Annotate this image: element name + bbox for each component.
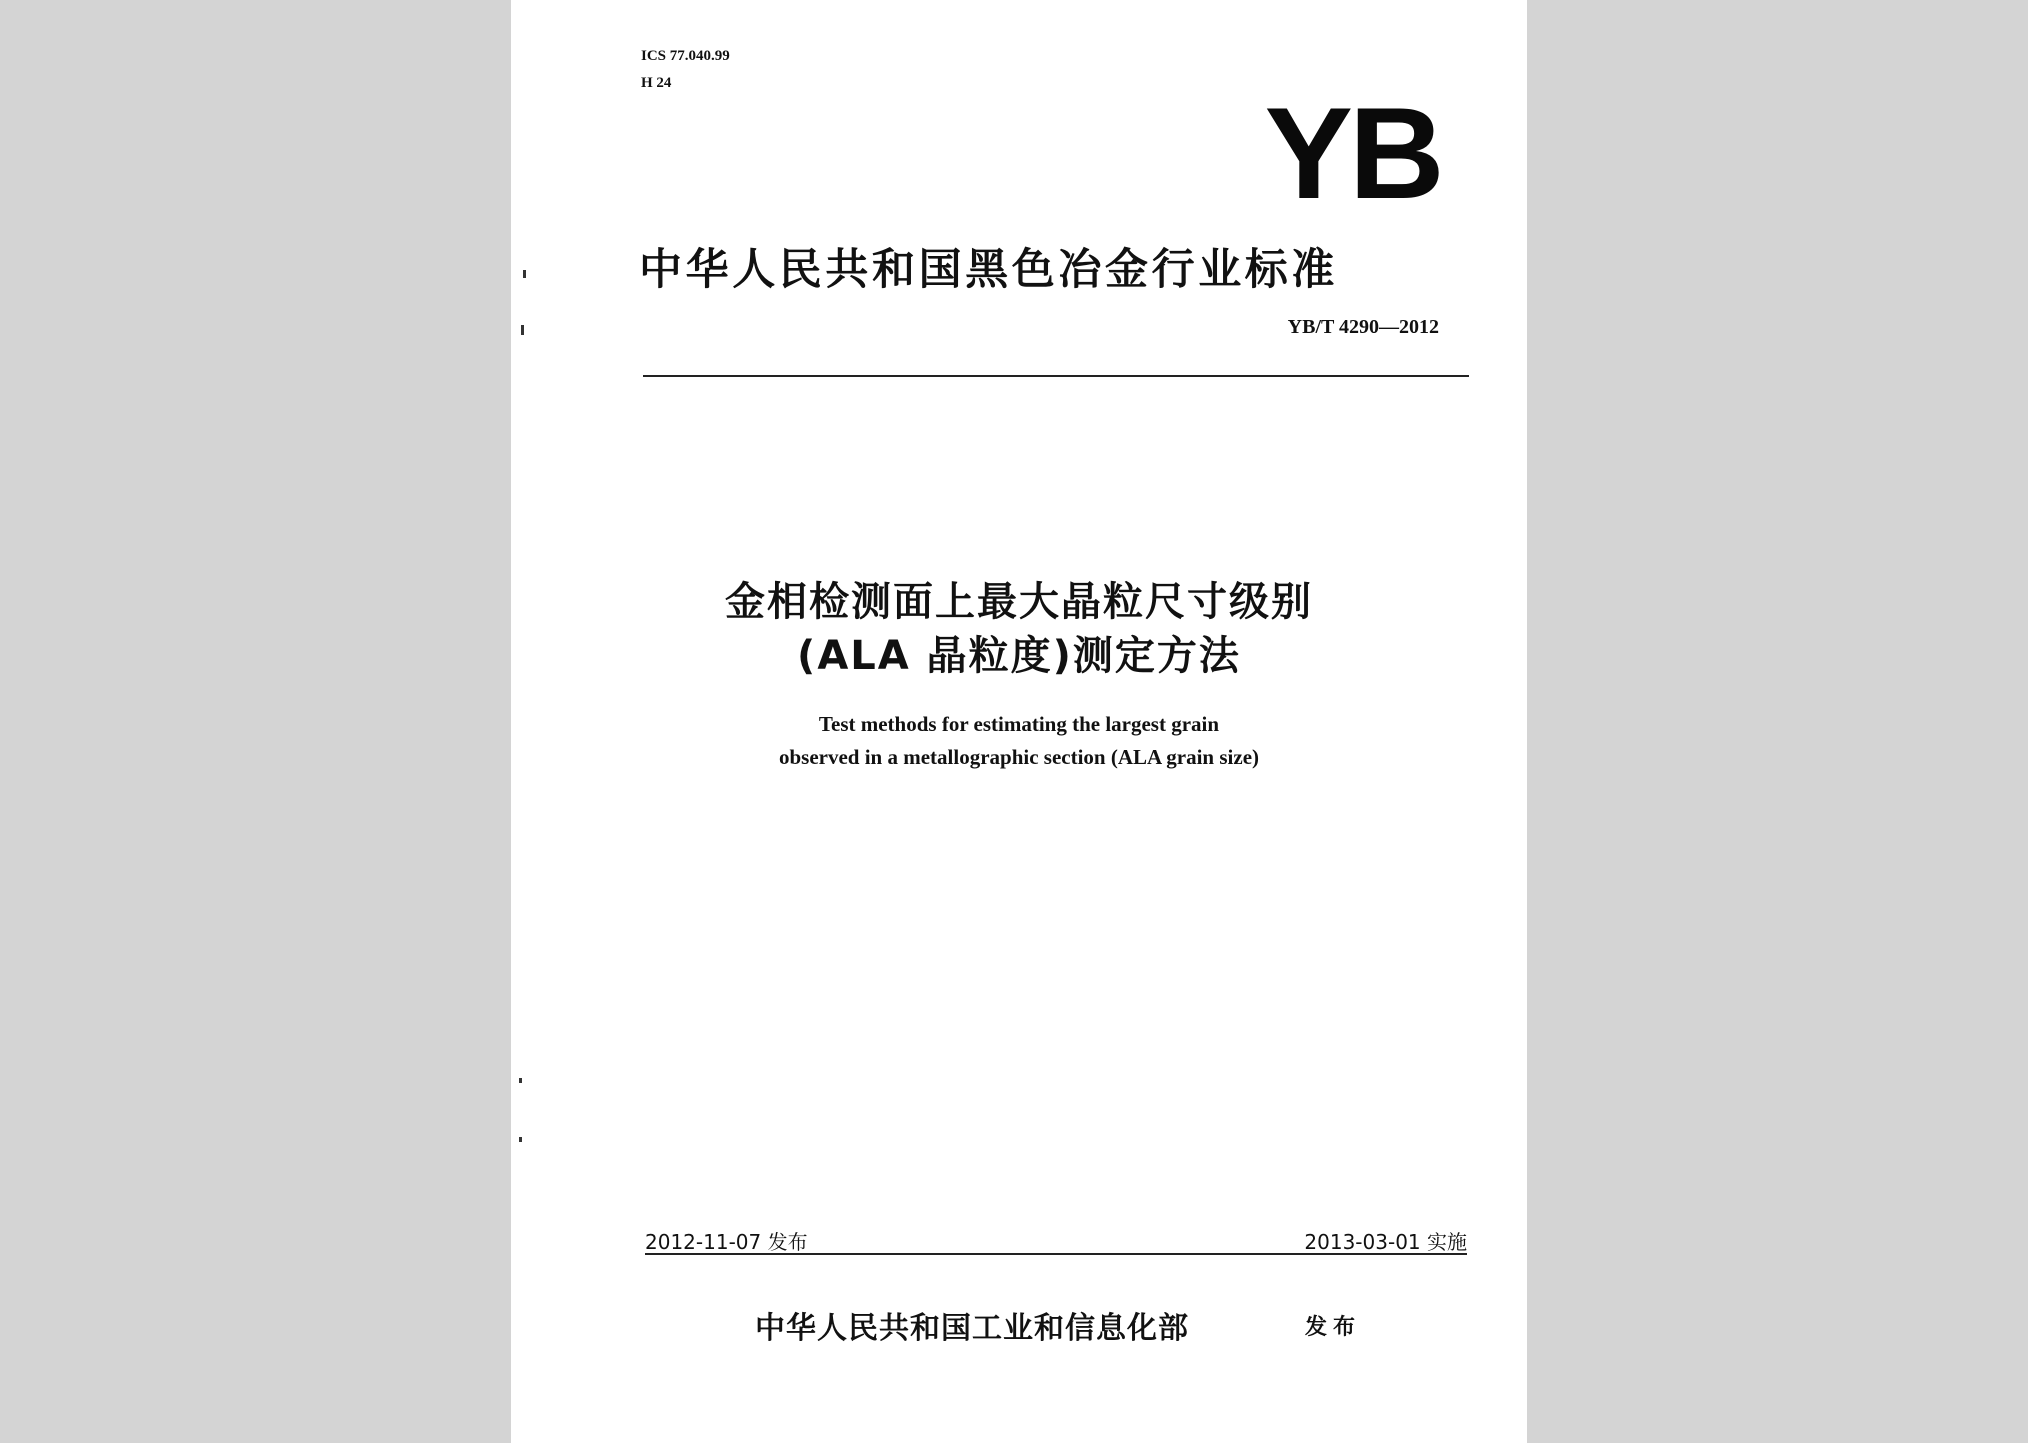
yb-logo: YB [1264,80,1441,226]
issue-date: 2012-11-07 发布 [645,1230,808,1254]
implementation-date: 2013-03-01 实施 [1304,1230,1467,1254]
ics-code: ICS 77.040.99 [641,48,730,64]
scan-speck [523,270,526,278]
title-en-line1: Test methods for estimating the largest grain [818,712,1220,736]
header-divider [643,375,1469,377]
document-page [511,0,1527,1443]
title-cn-line2: (ALA 晶粒度)测定方法 [797,633,1241,679]
issue-label: 发布 [1305,1315,1362,1340]
scan-speck [519,1078,522,1083]
scan-speck [521,325,524,335]
scan-speck [519,1137,522,1142]
issuing-authority: 中华人民共和国工业和信息化部 [755,1311,1189,1346]
standard-name: 中华人民共和国黑色冶金行业标准 [639,245,1338,295]
standard-number: YB/T 4290—2012 [1287,316,1439,338]
ccs-code: H 24 [641,75,672,91]
dates-divider [645,1253,1467,1255]
title-cn-line1: 金相检测面上最大晶粒尺寸级别 [725,579,1313,625]
title-en-line2: observed in a metallographic section (ALA grain size) [778,745,1260,769]
